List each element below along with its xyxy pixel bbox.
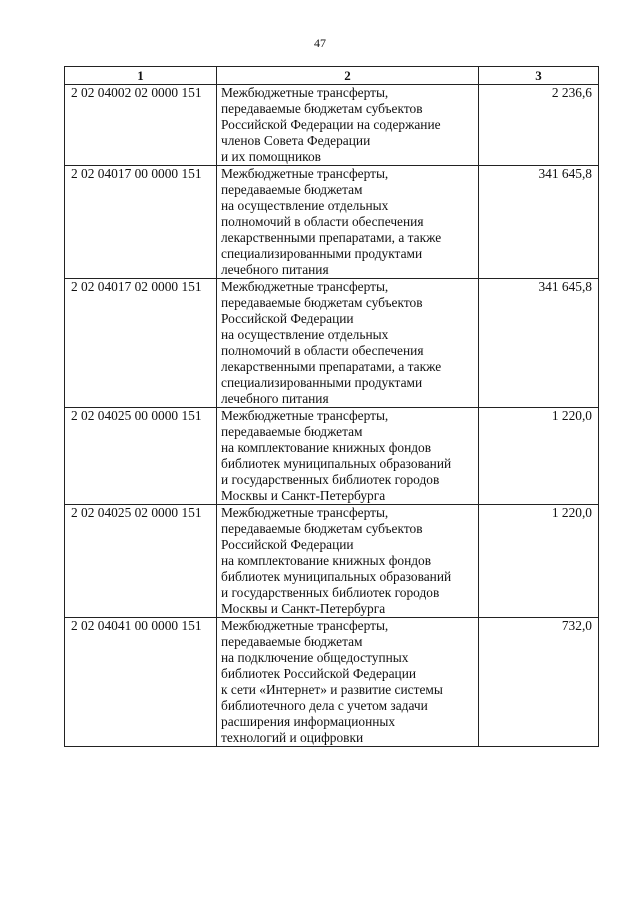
description-line: Межбюджетные трансферты,	[221, 279, 389, 294]
table-row	[65, 505, 599, 618]
description-line: Москвы и Санкт-Петербурга	[221, 488, 386, 503]
budget-amount: 341 645,8	[479, 279, 599, 408]
table-row	[65, 408, 599, 505]
description-line: лекарственными препаратами, а также	[221, 359, 442, 374]
description-line: на осуществление отдельных	[221, 327, 389, 342]
description-line: передаваемые бюджетам субъектов	[221, 521, 423, 536]
description-line: лекарственными препаратами, а также	[221, 230, 442, 245]
description-line: специализированными продуктами	[221, 246, 423, 261]
budget-amount: 2 236,6	[479, 85, 599, 166]
description-line: Российской Федерации	[221, 311, 354, 326]
description-line: библиотек Российской Федерации	[221, 666, 417, 681]
description-line: Межбюджетные трансферты,	[221, 166, 389, 181]
description-line: специализированными продуктами	[221, 375, 423, 390]
description-line: библиотечного дела с учетом задачи	[221, 698, 428, 713]
description-line: полномочий в области обеспечения	[221, 343, 424, 358]
table-row	[65, 279, 599, 408]
description-line: на комплектование книжных фондов	[221, 553, 432, 568]
budget-code: 2 02 04041 00 0000 151	[65, 618, 217, 747]
description-line: Межбюджетные трансферты,	[221, 408, 389, 423]
table-row	[65, 166, 599, 279]
description-line: передаваемые бюджетам	[221, 182, 363, 197]
budget-code: 2 02 04017 02 0000 151	[65, 279, 217, 408]
header-col-1: 1	[65, 67, 217, 85]
budget-code: 2 02 04002 02 0000 151	[65, 85, 217, 166]
description-line: и государственных библиотек городов	[221, 472, 440, 487]
description-line: на комплектование книжных фондов	[221, 440, 432, 455]
description-line: Москвы и Санкт-Петербурга	[221, 601, 386, 616]
budget-code: 2 02 04025 02 0000 151	[65, 505, 217, 618]
description-line: Межбюджетные трансферты,	[221, 618, 389, 633]
budget-description	[217, 166, 479, 279]
budget-amount: 732,0	[479, 618, 599, 747]
table-body	[65, 85, 599, 747]
page-number: 47	[314, 36, 326, 50]
budget-amount: 1 220,0	[479, 505, 599, 618]
table-row	[65, 85, 599, 166]
table-row	[65, 618, 599, 747]
description-line: на осуществление отдельных	[221, 198, 389, 213]
budget-description	[217, 408, 479, 505]
header-col-2: 2	[217, 67, 479, 85]
description-line: Российской Федерации	[221, 537, 354, 552]
description-line: и государственных библиотек городов	[221, 585, 440, 600]
description-line: к сети «Интернет» и развитие системы	[221, 682, 443, 697]
budget-description	[217, 279, 479, 408]
description-line: передаваемые бюджетам субъектов	[221, 295, 423, 310]
budget-description	[217, 85, 479, 166]
description-line: Межбюджетные трансферты,	[221, 505, 389, 520]
description-line: библиотек муниципальных образований	[221, 569, 452, 584]
description-line: расширения информационных	[221, 714, 396, 729]
description-line: передаваемые бюджетам	[221, 634, 363, 649]
budget-code: 2 02 04017 00 0000 151	[65, 166, 217, 279]
description-line: членов Совета Федерации	[221, 133, 371, 148]
description-line: на подключение общедоступных	[221, 650, 409, 665]
description-line: лечебного питания	[221, 262, 329, 277]
budget-description	[217, 505, 479, 618]
budget-amount: 341 645,8	[479, 166, 599, 279]
description-line: Межбюджетные трансферты,	[221, 85, 389, 100]
budget-table	[64, 66, 599, 747]
budget-description	[217, 618, 479, 747]
header-row	[65, 67, 599, 85]
description-line: лечебного питания	[221, 391, 329, 406]
header-col-3: 3	[479, 67, 599, 85]
description-line: полномочий в области обеспечения	[221, 214, 424, 229]
description-line: и их помощников	[221, 149, 321, 164]
budget-code: 2 02 04025 00 0000 151	[65, 408, 217, 505]
description-line: передаваемые бюджетам субъектов	[221, 101, 423, 116]
description-line: Российской Федерации на содержание	[221, 117, 441, 132]
description-line: библиотек муниципальных образований	[221, 456, 452, 471]
description-line: технологий и оцифровки	[221, 730, 364, 745]
description-line: передаваемые бюджетам	[221, 424, 363, 439]
budget-amount: 1 220,0	[479, 408, 599, 505]
